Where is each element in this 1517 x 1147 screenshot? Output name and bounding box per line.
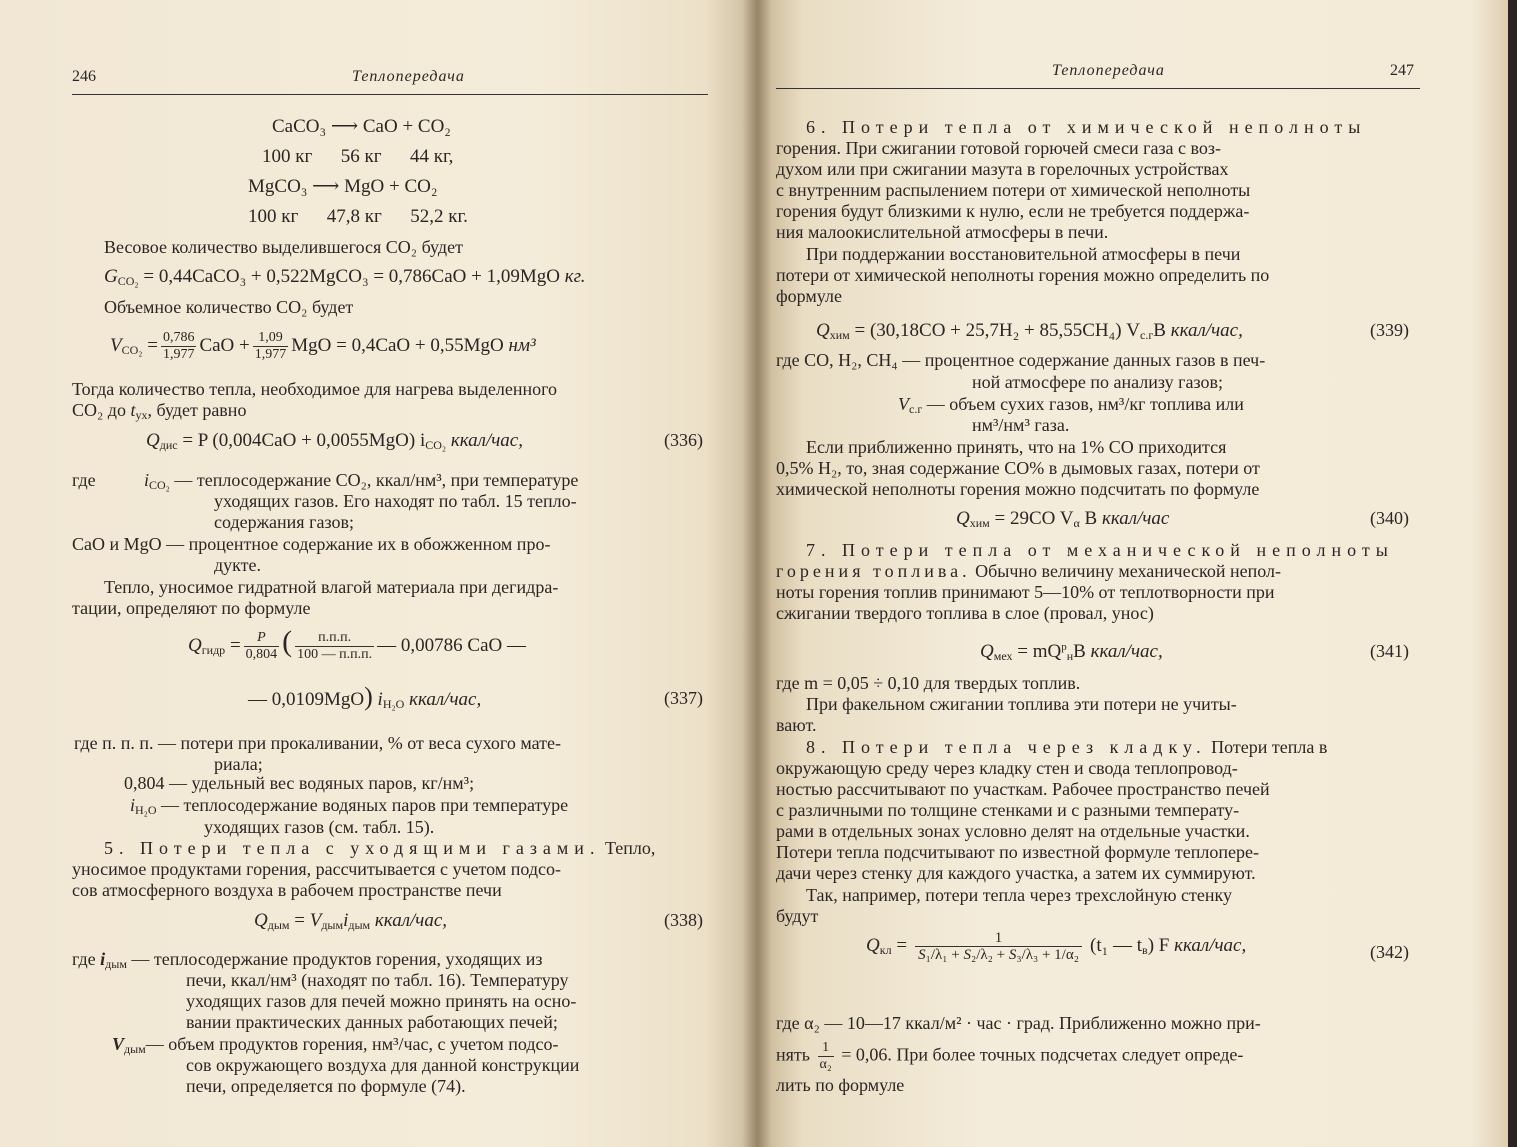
section-6-heading: 6. Потери тепла от химической неполноты — [806, 117, 1367, 137]
equation-number: (338) — [664, 910, 703, 930]
text-line: вании практических данных работающих печей; — [186, 1012, 558, 1032]
equation-number: (340) — [1370, 508, 1409, 528]
text-line: печи, определяется по формуле (74). — [186, 1076, 466, 1096]
equation-body: = $mQ^р_нB$ ккал/час, — [1017, 641, 1163, 663]
text-line: Так, например, потери тепла через трехслойную стенку — [806, 885, 1232, 905]
text-line: лить по формуле — [776, 1075, 905, 1095]
equation-342: $Q_{кл}$ = $\frac{1}{\text{S₁/λ₁ + S₂/λ₂ + S₃/λ₃ + 1/α₂}}$ (t₁ — $t_в$) F ккал/час, — [866, 930, 1247, 963]
text-line: Тепло, уносимое гидратной влагой материала при дегидра- — [104, 577, 559, 597]
text-line: ностью рассчитывают по участкам. Рабочее пространство печей — [776, 779, 1270, 799]
running-title: Теплопередача — [1052, 62, 1165, 79]
text-line: горения. При сжигании готовой горючей смеси газа с воз- — [776, 138, 1222, 158]
text-line: Объемное количество CO₂ будет — [104, 297, 354, 317]
text-line: ной атмосфере по анализу газов; — [972, 372, 1223, 392]
text-line: ноты горения топлив принимают 5—10% от теплотворности при — [776, 582, 1275, 602]
text-line: уходящих газов. Его находят по табл. 15 тепло- — [214, 491, 577, 511]
equation-v-co2: $V_{CO_2}$ = $\frac{0,786}{1,977}$ CaO + $\frac{1,09}{1,977}$ MgO = 0,4CaO + 0,55MgO нм³ — [110, 330, 536, 362]
text-line: с внутренним распылением потери от химической неполноты — [776, 180, 1251, 200]
definition-v-dym: $V_{дым}—$ объем продуктов горения, нм³/час, с учетом подсо- — [112, 1034, 559, 1056]
text-line: сов атмосферного воздуха в рабочем пространстве печи — [72, 880, 502, 900]
definition-v-sg: $V_{с.г}$ — объем сухих газов, нм³/кг топлива или — [898, 394, 1244, 416]
text-line: духом или при сжигании мазута в горелочных устройствах — [776, 159, 1229, 179]
text-line: Весовое количество выделившегося CO₂ будет — [104, 237, 463, 257]
text-line: Потери тепла подсчитывают по известной формуле теплопере- — [776, 842, 1259, 862]
equation-number: (342) — [1370, 942, 1409, 962]
definition-co-h2-ch4: где CO, H₂, CH₄ — процентное содержание данных газов в печ- — [776, 350, 1266, 370]
equation-body: = 29CO $V_\alpha$ B ккал/час — [994, 508, 1170, 530]
equation-340: $Q_{хим} = 29CO$ $V_\alpha$ B ккал/час — [956, 508, 1170, 530]
header-rule — [776, 88, 1420, 89]
section-7-heading: 7. Потери тепла от механической неполноты — [806, 540, 1394, 560]
book-gutter — [742, 0, 772, 1147]
text-line: уходящих газов для печей можно принять на осно- — [186, 991, 577, 1011]
text-line: вают. — [776, 715, 817, 735]
text-line: Если приближенно принять, что на 1% CO приходится — [806, 437, 1227, 457]
text-fragment: Обычно величину механической непол- — [975, 561, 1281, 581]
text-line: CO₂ до $t_{ух}$, будет равно — [72, 400, 247, 422]
definition-0804: 0,804 — удельный вес водяных паров, кг/нм³; — [124, 773, 475, 793]
where-label: где — [72, 470, 96, 490]
equation-341: $Q_{мех} = mQ^р_нB$ ккал/час, — [980, 641, 1163, 663]
equation-number: (336) — [664, 430, 703, 450]
text-line: 0,5% H₂, то, зная содержание CO% в дымовых газах, потери от — [776, 458, 1260, 478]
reaction-mgco3-masses: 100 кг 47,8 кг 52,2 кг. — [248, 206, 468, 227]
text-line: сжигании твердого топлива в слое (провал, унос) — [776, 603, 1154, 623]
text-line: рами в отдельных зонах условно делят на отдельные участки. — [776, 821, 1250, 841]
definition-cao-mgo: CaO и MgO — процентное содержание их в обожженном про- — [72, 534, 551, 554]
equation-337-line2: — 0,0109MgO) $i_{H_2O}$ ккал/час, — [248, 682, 482, 711]
text-line: потери от химической неполноты горения можно определить по — [776, 265, 1270, 285]
text-line: печи, ккал/нм³ (находят по табл. 16). Температуру — [186, 970, 569, 990]
text-line: химической неполноты горения можно подсчитать по формуле — [776, 479, 1260, 499]
text-line: При поддержании восстановительной атмосферы в печи — [806, 244, 1241, 264]
page-edge-shadow — [1508, 0, 1517, 1147]
equation-body: = (30,18CO + 25,7H₂ + 85,55CH₄) $V_{с.г}B$ ккал/час, — [854, 320, 1243, 342]
reaction-mgco3: MgCO₃ ⟶ MgO + CO₂ — [248, 176, 438, 197]
equation-g-co2: $G_{CO_2}$ = 0,44CaCO₃ + 0,522MgCO₃ = 0,786CaO + 1,09MgO кг. — [104, 266, 586, 288]
text-line: сов окружающего воздуха для данной конструкции — [186, 1055, 580, 1075]
text-line: дукте. — [214, 555, 262, 575]
text-line: с различными по толщине стенками и с разными температу- — [776, 800, 1240, 820]
section-5-heading: 5. Потери тепла с уходящими газами. Тепло, — [104, 838, 656, 858]
text-line: содержания газов; — [214, 512, 354, 532]
text-line: уходящих газов (см. табл. 15). — [204, 817, 435, 837]
definition-i-h2o: $i_{H_2O}$ — теплосодержание водяных паров при температуре — [130, 795, 569, 817]
text-line: дачи через стенку для каждого участка, а затем их суммируют. — [776, 863, 1256, 883]
text-line: ния малоокислительной атмосферы в печи. — [776, 222, 1109, 242]
text-line: горения топлива. Обычно величину механической непол- — [776, 561, 1281, 581]
right-page — [758, 0, 1517, 1147]
definition-alpha2: где α₂ — 10—17 ккал/м² · час · град. Приближенно можно при- — [776, 1013, 1261, 1033]
text-line: При факельном сжигании топлива эти потери не учиты- — [806, 694, 1237, 714]
text-line: Тогда количество тепла, необходимое для нагрева выделенного — [72, 379, 558, 399]
equation-number: (341) — [1370, 641, 1409, 661]
reaction-caco3-masses: 100 кг 56 кг 44 кг, — [262, 146, 454, 167]
equation-body: (t₁ — $t_в$) F ккал/час, — [1090, 934, 1247, 957]
section-8-heading: 8. Потери тепла через кладку. Потери тепла в — [806, 737, 1328, 757]
page-number: 246 — [72, 68, 96, 85]
text-line: нм³/нм³ газа. — [972, 415, 1070, 435]
text-line: будут — [776, 906, 819, 926]
equation-339: $Q_{хим} = (30,18CO + 25,7H_2 + 85,55CH_4)$ $V_{с.г}B$ ккал/час, — [816, 320, 1243, 342]
text-line: риала; — [214, 754, 263, 774]
header-rule — [72, 94, 708, 95]
reaction-caco3: CaCO₃ ⟶ CaO + CO₂ — [272, 116, 451, 137]
text-line: горения будут близкими к нулю, если не требуется поддержа- — [776, 201, 1250, 221]
text-line: окружающую среду через кладку стен и свода теплопровод- — [776, 758, 1238, 778]
definition-ppp: где п. п. п. — потери при прокаливании, % от веса сухого мате- — [74, 733, 561, 753]
equation-338: $Q_{дым} = V_{дым}i_{дым}$ ккал/час, — [254, 910, 448, 932]
text-line: нять $\frac{1}{\text{α₂}}$ = 0,06. При более точных подсчетах следует опреде- — [776, 1040, 1244, 1072]
equation-337-line1: $Q_{гидр}$ = $\frac{P}{0,804}$ ( п.п.п. 100 — п.п.п. — 0,00786 CaO — — [188, 624, 526, 662]
text-line: уносимое продуктами горения, рассчитывается с учетом подсо- — [72, 859, 561, 879]
left-page — [0, 0, 758, 1147]
equation-body: = P (0,004CaO + 0,0055MgO) $i_{CO_2}$ ккал/час, — [182, 430, 523, 452]
equation-number: (337) — [664, 688, 703, 708]
text-line: формуле — [776, 286, 842, 306]
equation-number: (339) — [1370, 320, 1409, 340]
running-title: Теплопередача — [352, 68, 465, 85]
page-number: 247 — [1390, 62, 1414, 79]
definition-i-dym: где $i_{дым}$ — теплосодержание продуктов горения, уходящих из — [72, 949, 543, 971]
equation-336: $Q_{дис} = P$ (0,004CaO + 0,0055MgO) $i_{CO_2}$ ккал/час, — [146, 430, 523, 452]
text-line: тации, определяют по формуле — [72, 598, 311, 618]
definition-m: где m = 0,05 ÷ 0,10 для твердых топлив. — [776, 673, 1081, 693]
definition-i-co2: $i_{CO_2}$ — теплосодержание CO₂, ккал/нм³, при температуре — [144, 470, 579, 492]
